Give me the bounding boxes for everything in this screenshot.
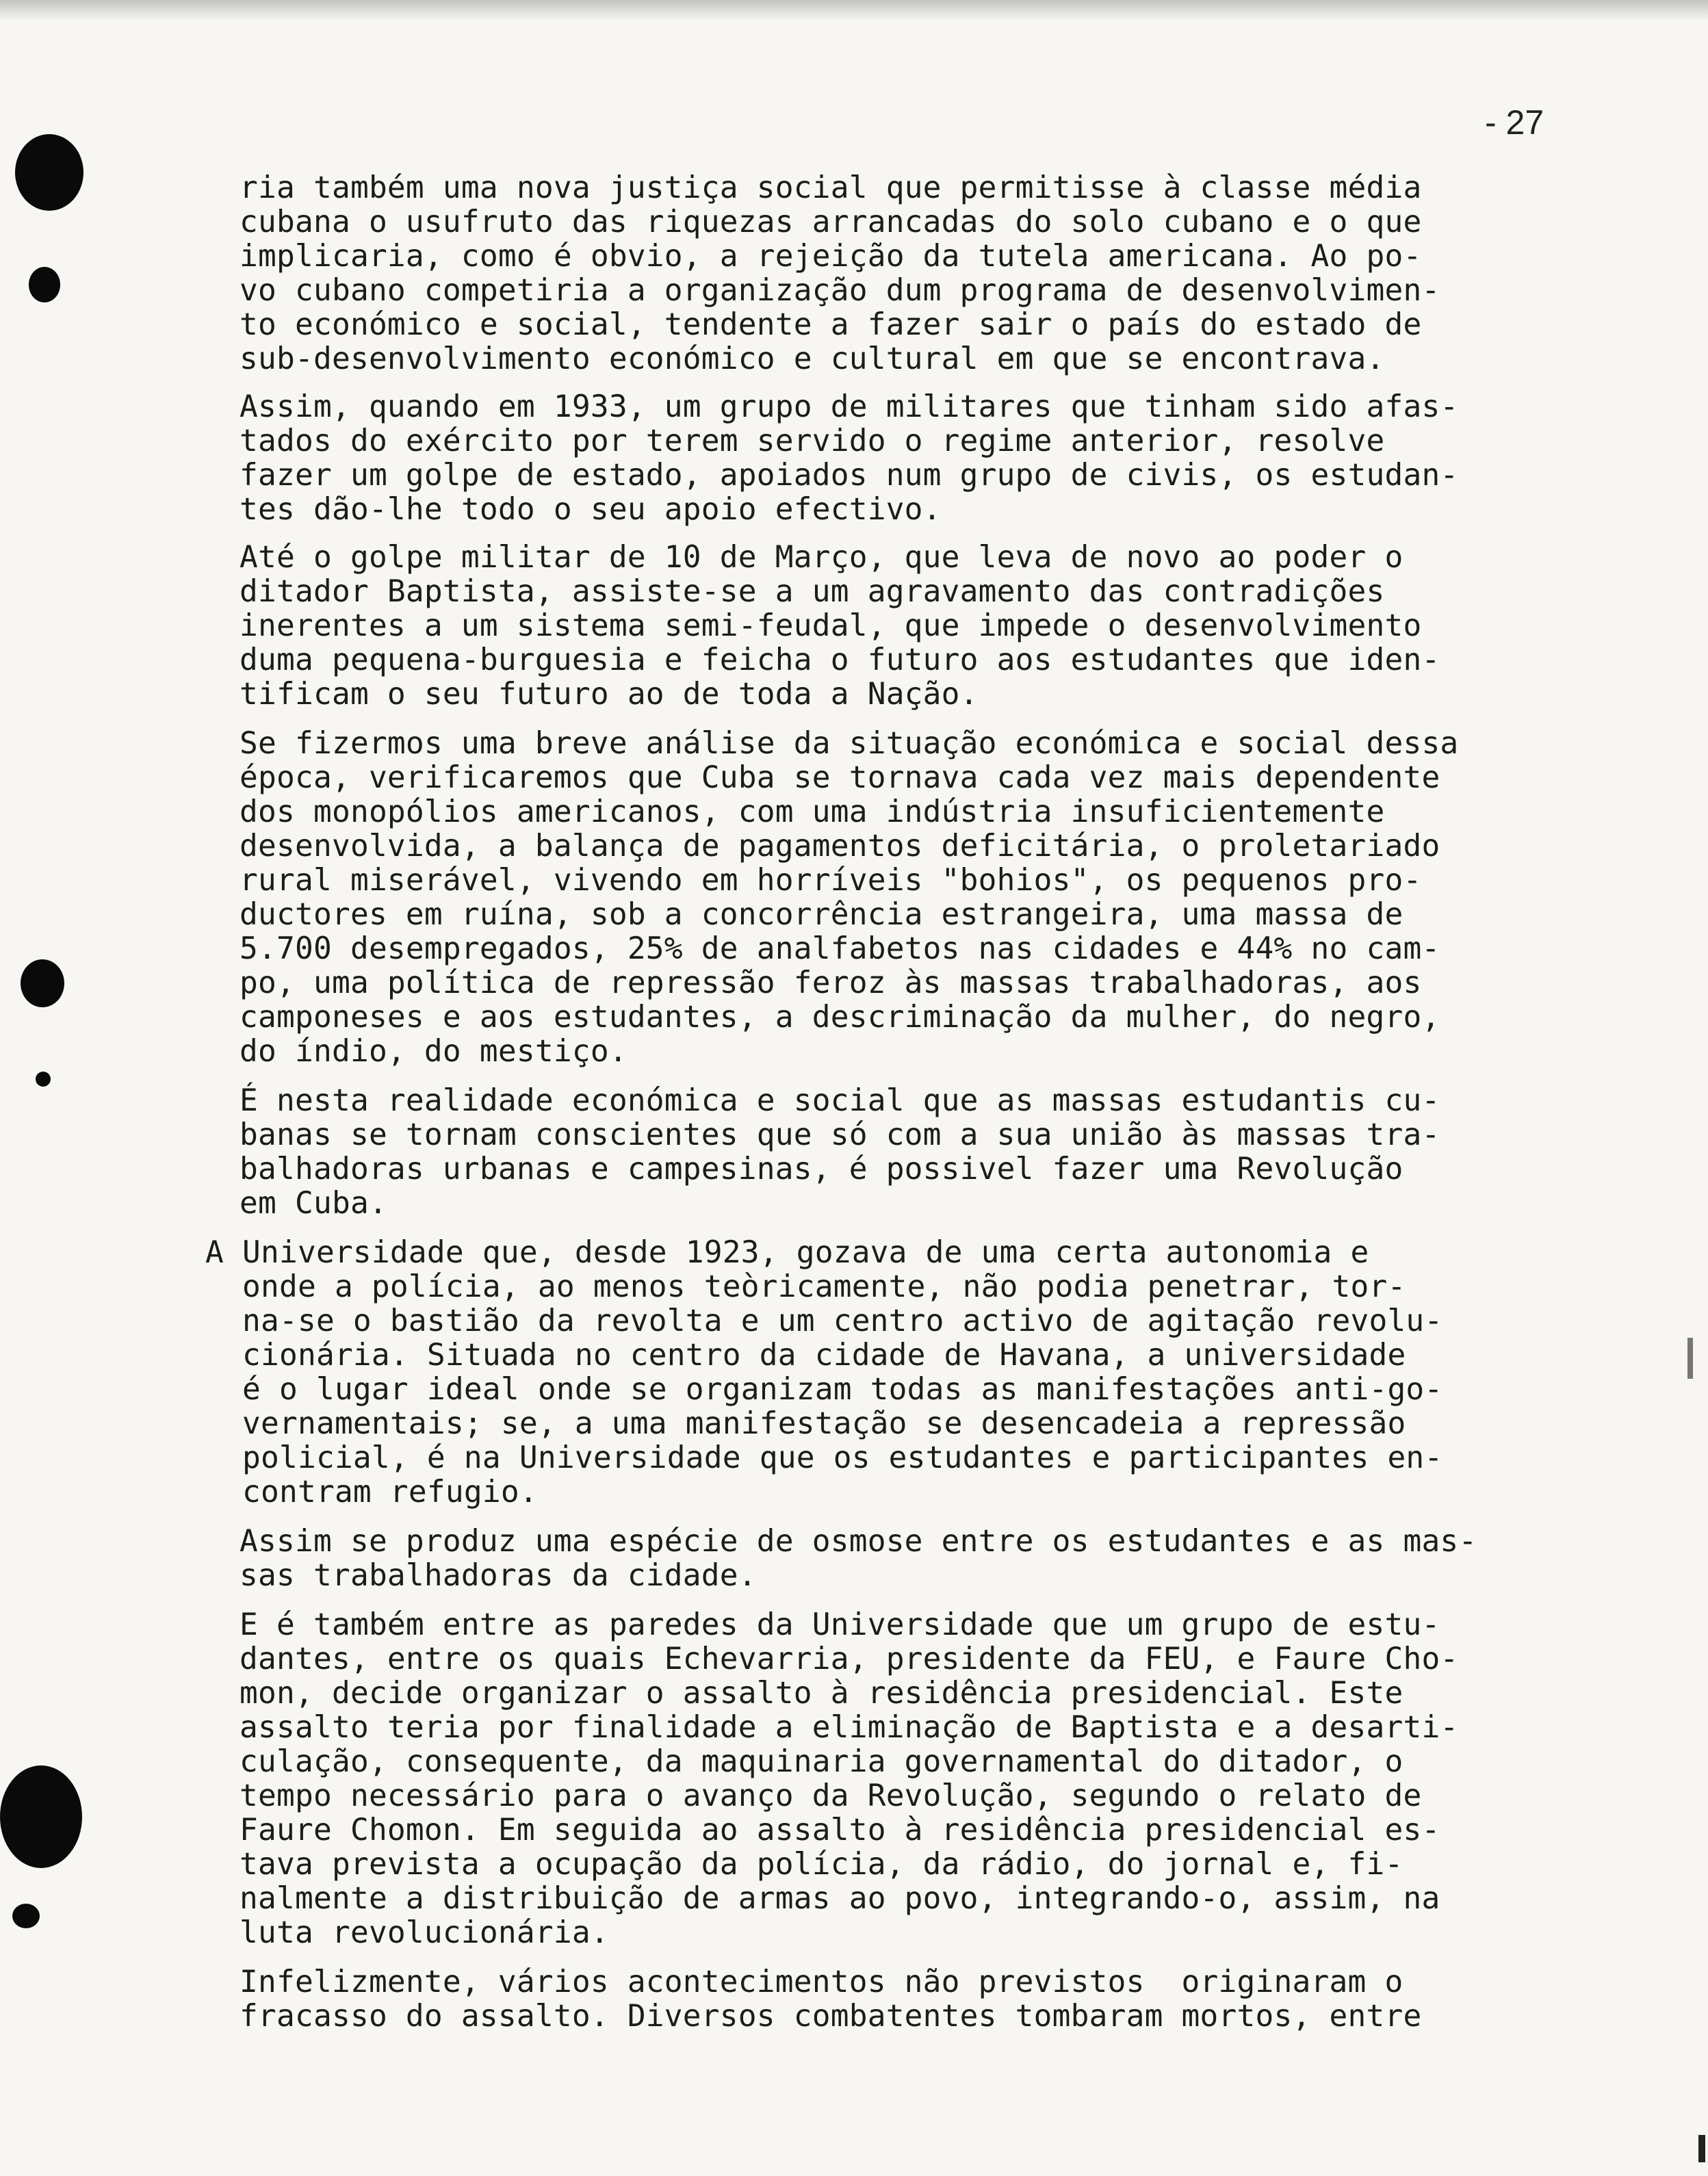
text-line: em Cuba. (240, 1186, 387, 1221)
text-line: culação, consequente, da maquinaria governamental do ditador, o (240, 1744, 1403, 1779)
text-line: Infelizmente, vários acontecimentos não previstos originaram o (240, 1965, 1403, 1999)
text-line: sub-desenvolvimento económico e cultural em que se encontrava. (240, 341, 1385, 376)
text-line: ditador Baptista, assiste-se a um agravamento das contradições (240, 574, 1385, 609)
punch-hole-top (15, 134, 83, 211)
text-line: desenvolvida, a balança de pagamentos deficitária, o proletariado (240, 829, 1440, 864)
text-line: policial, é na Universidade que os estudantes e participantes en- (205, 1440, 1443, 1475)
text-line: fazer um golpe de estado, apoiados num grupo de civis, os estudan- (240, 458, 1459, 493)
text-line: cubana o usufruto das riquezas arrancadas do solo cubano e o que (240, 205, 1422, 239)
text-line: po, uma política de repressão feroz às massas trabalhadoras, aos (240, 966, 1422, 1000)
paragraph (240, 727, 1629, 1069)
text-line: É nesta realidade económica e social que as massas estudantis cu- (240, 1083, 1440, 1118)
right-edge-mark (1687, 1338, 1693, 1379)
punch-hole-top-small (29, 267, 60, 302)
paragraph (240, 390, 1629, 527)
text-line: Assim se produz uma espécie de osmose entre os estudantes e as mas- (240, 1524, 1477, 1559)
text-line: to económico e social, tendente a fazer sair o país do estado de (240, 307, 1422, 342)
text-line: assalto teria por finalidade a eliminação de Baptista e a desarti- (240, 1710, 1459, 1745)
text-line: tados do exército por terem servido o regime anterior, resolve (240, 424, 1385, 458)
text-line: Até o golpe militar de 10 de Março, que leva de novo ao poder o (240, 540, 1403, 575)
text-line: E é também entre as paredes da Universidade que um grupo de estu- (240, 1607, 1440, 1642)
text-line: mon, decide organizar o assalto à residência presidencial. Este (240, 1676, 1403, 1711)
text-line: contram refugio. (205, 1475, 538, 1510)
text-line: vo cubano competiria a organização dum programa de desenvolvimen- (240, 273, 1440, 308)
text-line: tes dão-lhe todo o seu apoio efectivo. (240, 492, 942, 527)
text-line: ductores em ruína, sob a concorrência estrangeira, uma massa de (240, 897, 1403, 932)
text-line: nalmente a distribuição de armas ao povo, integrando-o, assim, na (240, 1881, 1440, 1916)
text-line: implicaria, como é obvio, a rejeição da tutela americana. Ao po- (240, 239, 1422, 274)
paragraph (240, 1608, 1629, 1950)
text-line: Assim, quando em 1933, um grupo de militares que tinham sido afas- (240, 389, 1459, 424)
paragraph (240, 541, 1629, 712)
text-line: 5.700 desempregados, 25% de analfabetos nas cidades e 44% no cam- (240, 931, 1440, 966)
text-line: na-se o bastião da revolta e um centro activo de agitação revolu- (205, 1304, 1443, 1338)
text-line: Faure Chomon. Em seguida ao assalto à residência presidencial es- (240, 1813, 1440, 1848)
paragraph (240, 1525, 1629, 1593)
punch-hole-middle (21, 959, 64, 1007)
text-line: cionária. Situada no centro da cidade de Havana, a universidade (205, 1338, 1406, 1373)
text-line: ria também uma nova justiça social que permitisse à classe média (240, 170, 1422, 205)
punch-hole-bottom (0, 1765, 82, 1868)
text-line: A Universidade que, desde 1923, gozava de uma certa autonomia e (205, 1235, 1369, 1270)
paragraph (240, 171, 1629, 376)
text-line: Se fizermos uma breve análise da situação económica e social dessa (240, 726, 1459, 761)
text-line: tificam o seu futuro ao de toda a Nação. (240, 677, 979, 712)
paragraph (240, 1965, 1629, 2034)
text-line: duma pequena-burguesia e feicha o futuro aos estudantes que iden- (240, 643, 1440, 677)
page-number: - 27 (1485, 103, 1544, 142)
punch-hole-bottom-small (12, 1904, 40, 1928)
text-line: tava prevista a ocupação da polícia, da rádio, do jornal e, fi- (240, 1847, 1403, 1882)
text-line: rural miserável, vivendo em horríveis "bohios", os pequenos pro- (240, 863, 1422, 898)
text-line: época, verificaremos que Cuba se tornava cada vez mais dependente (240, 760, 1440, 795)
paragraph (240, 1084, 1629, 1221)
text-line: dos monopólios americanos, com uma indústria insuficientemente (240, 794, 1385, 829)
text-line: é o lugar ideal onde se organizam todas as manifestações anti-go- (205, 1372, 1443, 1407)
document-body (205, 170, 1629, 2034)
paragraph (205, 1236, 1629, 1510)
text-line: vernamentais; se, a uma manifestação se desencadeia a repressão (205, 1406, 1406, 1441)
text-line: onde a polícia, ao menos teòricamente, não podia penetrar, tor- (205, 1269, 1406, 1304)
text-line: banas se tornam conscientes que só com a sua união às massas tra- (240, 1117, 1440, 1152)
scan-top-edge (0, 0, 1708, 21)
text-line: luta revolucionária. (240, 1915, 609, 1950)
text-line: do índio, do mestiço. (240, 1034, 627, 1069)
text-line: camponeses e aos estudantes, a descriminação da mulher, do negro, (240, 1000, 1440, 1035)
text-line: fracasso do assalto. Diversos combatentes tombaram mortos, entre (240, 1999, 1422, 2034)
text-line: dantes, entre os quais Echevarria, presidente da FEU, e Faure Cho- (240, 1642, 1459, 1676)
right-edge-mark-bottom (1698, 2135, 1705, 2162)
text-line: inerentes a um sistema semi-feudal, que impede o desenvolvimento (240, 608, 1422, 643)
text-line: balhadoras urbanas e campesinas, é possivel fazer uma Revolução (240, 1152, 1403, 1187)
punch-hole-middle-small (36, 1072, 51, 1087)
text-line: tempo necessário para o avanço da Revolução, segundo o relato de (240, 1778, 1422, 1813)
text-line: sas trabalhadoras da cidade. (240, 1558, 757, 1593)
